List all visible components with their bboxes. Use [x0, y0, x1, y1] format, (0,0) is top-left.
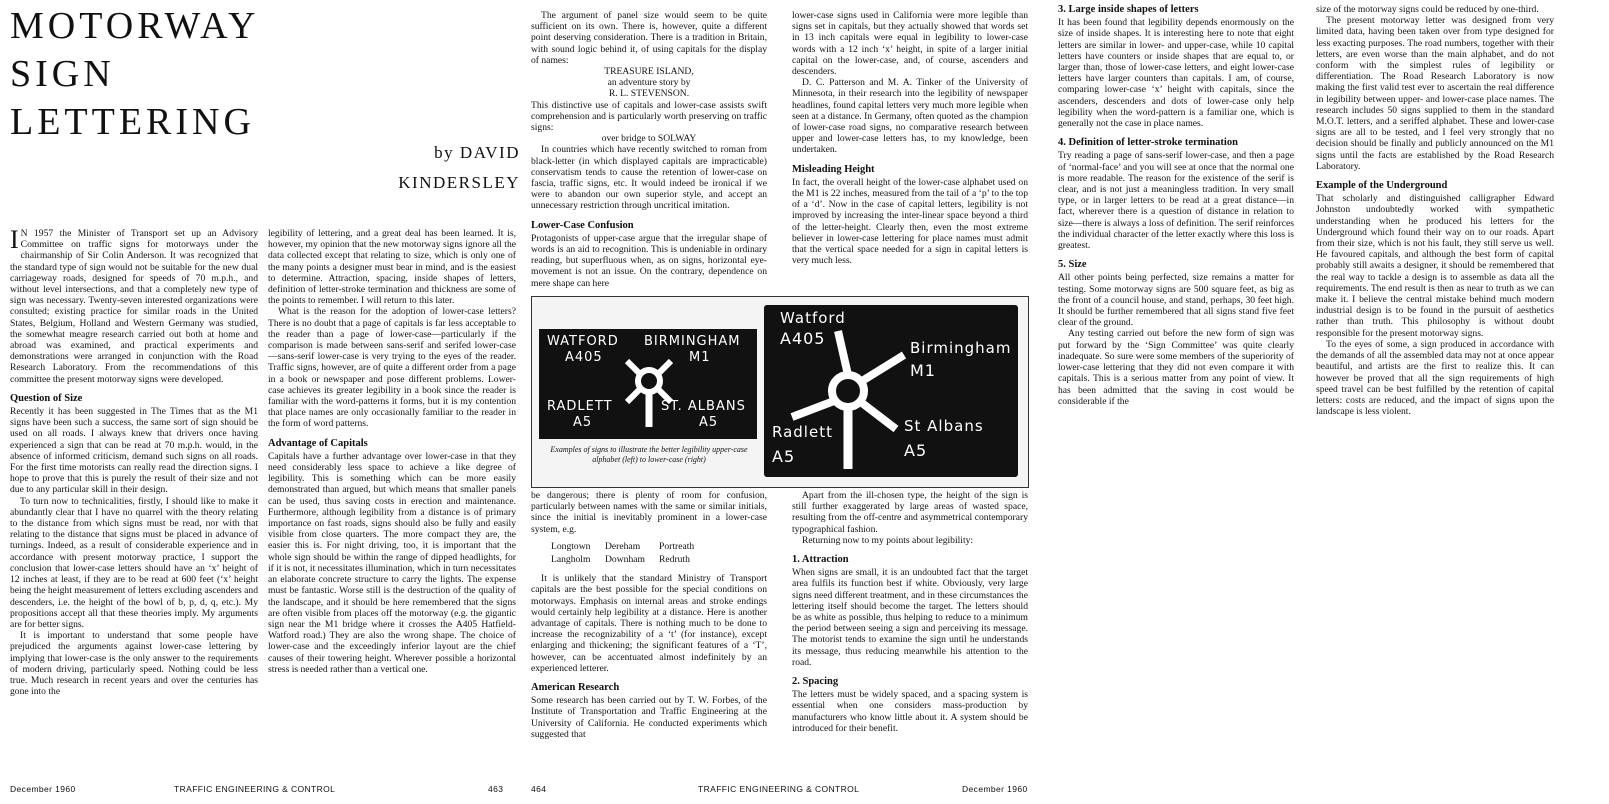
- article-title: [10, 2, 260, 146]
- sign-label: WATFORD: [547, 334, 619, 349]
- column-6: [1316, 4, 1554, 417]
- sign-label: A5: [573, 415, 593, 430]
- column-3-bottom: [531, 490, 767, 740]
- paragraph: It is unlikely that the standard Ministry of Transport capitals are the best possible for the special conditions on motorways. Emphasis on internal areas and stroke endings would certainly help legibility at a distance. Here is another advantage of capitals. There is nothing much to be done to increase the recognizability of a ‘t’ (for instance), except enlarging and thickening; the significant features of a ‘T’, however, can be accentuated almost indefinitely by an experienced letterer.: [531, 573, 767, 674]
- heading-inside-shapes: 3. Large inside shapes of letters: [1058, 4, 1199, 15]
- figure-caption: Examples of signs to illustrate the better legibility upper-case alphabet (left) to lower-case (right): [550, 445, 748, 464]
- sign-label: A5: [772, 447, 796, 466]
- paragraph: To the eyes of some, a sign produced in accordance with the demands of all the assembled data may not at once appear beautiful, and artists are the first to realize this. It can however be proved that all the sign requirements of high speed travel can be best fulfilled by the retention of capital letters: costs are reduced, and the impact of signs upon the landscape is less violent.: [1316, 338, 1554, 418]
- heading-stroke-termination: 4. Definition of letter-stroke termination: [1058, 137, 1238, 149]
- heading-advantage-of-capitals: Advantage of Capitals: [268, 437, 368, 449]
- column-4-bottom: [792, 490, 1028, 734]
- paragraph: The argument of panel size would seem to be quite sufficient on its own. There is, however, quite a different point deserving consideration. There is a tradition in Britain, with sound logic behind it, of using capitals for the display of names:: [531, 10, 767, 66]
- lower-case-sign: [764, 305, 1018, 477]
- paragraph: It is important to understand that some people have prejudiced the arguments against lower-case lettering by implying that lower-case is the only answer to the requirements of modern driving, particularly speed. Nothing could be less true. Much research in recent years and over the centuries has gone into the: [10, 630, 258, 698]
- sign-label: Birmingham: [910, 339, 1012, 357]
- paragraph: Some research has been carried out by T. W. Forbes, of the Institute of Transportation and Traffic Engineering at the University of California. He conducted experiments which suggested that: [531, 695, 767, 740]
- sign-label: Radlett: [772, 423, 833, 441]
- column-1: [10, 225, 258, 698]
- paragraph: What is the reason for the adoption of lower-case letters? There is no doubt that a page of capitals is far less acceptable to the reader than a page of lower-case—particularly if the comparison is made between sans-serif and serifed lower-case—sans-serif lower-case is very trying to the eyes of the reader. Traffic signs, however, are of quite a different order from a page in a book or newspaper and pose different problems. Lower-case achieves its greater legibility in a book since the reader is familiar with the word-patterns it forms, but it is my contention that place names are only occasionally familiar to the reader in the form of word patterns.: [268, 306, 516, 430]
- town-name: Portreath: [659, 540, 695, 552]
- paragraph: In countries which have recently switched to roman from black-letter (in which displayed capitals are impracticable) conservatism tends to cause the retention of lower-case on fascia, traffic signs, etc. It would indeed be ironical if we were to abandon our own superior style, and accept an unnecessary restriction through uncritical imitation.: [531, 144, 767, 212]
- paragraph: lower-case signs used in California were more legible than signs set in capitals, but they actually showed that words set in 13 inch capitals were equal in legibility to lower-case words with a 12 inch ‘x’ height, in spite of a larger initial capital on the lower-case, and, of course, ascenders and descenders.: [792, 10, 1028, 78]
- title-line-2: SIGN: [10, 53, 115, 95]
- paragraph: Capitals have a further advantage over lower-case in that they need considerably less space to achieve a like degree of legibility. This is something which can be more easily demonstrated than argued, but which means that smaller panels can be used, thus saving costs in erection and maintenance. Furthermore, although legibility from a distance is of primary importance on fast roads, signs should also be fully and easily visible from close quarters. The more compact they are, the easier this is. For night driving, too, it is important that the whole sign should be within the range of dipped headlights, for if it is not, it necessitates illumination, which in turn necessitates an elaborate concrete structure to carry the lights. The expense must be fantastic. Worse still is the destruction of the quality of the landscape, and it should be here remembered that the signs are often visible from places off the motorway (e.g. the gigantic sign near the M1 bridge where it crosses the A405 Hatfield-Watford road.) They are also the wrong shape. The choice of lower-case and the exceedingly inferior layout are the chief causes of their towering height. Wherever possible a horizontal stress is needed rather than a vertical one.: [268, 450, 516, 675]
- sign-label: A5: [699, 415, 719, 430]
- paragraph: When signs are small, it is an undoubted fact that the target area fulfils its function best if white. Obviously, very large signs need different treatment, and in these circumstances the lettering itself should become the target. The letters should be as white as possible, thus helping to reduce to a minimum the period between seeing a sign and perceiving its message. The motorist tends to examine the sign until he understands its message, thus reducing meanwhile his attention to the road.: [792, 567, 1028, 668]
- sign-label: A405: [780, 329, 826, 348]
- paragraph: Apart from the ill-chosen type, the height of the sign is still further exaggerated by large areas of wasted space, resulting from the off-centre and asymmetrical contemporary typographical fashion.: [792, 490, 1028, 535]
- sign-label: M1: [689, 350, 711, 365]
- paragraph: be dangerous; there is plenty of room for confusion, particularly between names with the same or similar initials, since the initial is inevitably prominent in a lower-case system, e.g.: [531, 490, 767, 535]
- town-name: Downham: [605, 554, 645, 566]
- town-name-examples: [551, 541, 767, 565]
- heading-attraction: 1. Attraction: [792, 554, 849, 566]
- paragraph: To turn now to technicalities, firstly, I should like to make it abundantly clear that I have no quarrel with the theory relating to the distance from which signs must be read, nor with that relating to the distance that signs must be placed in advance of turnings. Indeed, as a result of considerable experience and in accordance with present motorway practice, I support the conclusion that lower-case letters should have an ‘x’ height of 12 inches at least, if they are to be read at 600 feet (‘x’ height being the height measurement of letters excluding ascenders and descenders, i.e. the height of the bowl of b, p, d, q, etc.). My propositions accept all that these theories imply. My arguments are for better signs.: [10, 495, 258, 630]
- town-name: Redruth: [659, 554, 690, 566]
- heading-size: 5. Size: [1058, 259, 1087, 271]
- sign-label: A405: [565, 350, 603, 365]
- footer-date-right: December 1960: [962, 784, 1028, 794]
- drop-cap: I: [10, 225, 19, 254]
- heading-lower-case-confusion: Lower-Case Confusion: [531, 219, 634, 231]
- heading-question-of-size: Question of Size: [10, 392, 83, 404]
- footer-date-left: December 1960: [10, 784, 76, 794]
- sign-label: A5: [904, 441, 928, 460]
- example-line: an adventure story by: [607, 77, 691, 89]
- heading-misleading-height: Misleading Height: [792, 163, 875, 175]
- town-name: Langholm: [551, 554, 591, 566]
- paragraph: In fact, the overall height of the lower-case alphabet used on the M1 is 22 inches, measured from the tail of a ‘p’ to the top of a ‘d’. Now in the case of capital letters, legibility is not improved by increasing the inter-linear space beyond a third of the letter-height. Clearly then, even the most extreme believer in lower-case lettering for place names must admit that the vertical space needed for a sign in capital letters is very much less.: [792, 176, 1028, 267]
- footer-journal-left: TRAFFIC ENGINEERING & CONTROL: [174, 784, 336, 794]
- example-line: over bridge to SOLWAY: [601, 133, 697, 145]
- page-number-left: 463: [488, 784, 504, 794]
- paragraph: It has been found that legibility depends enormously on the size of inside shapes. It is interesting here to note that eight letters are similar in lower- and upper-case, while 10 capital letters have counters or inside shapes that are equal to, or larger than, those of lower-case letters, and eight lower-case letters have larger counters than capitals. I am, of course, comparing lower-case ‘x’ height with capitals, since the ascenders, descenders and dots of lower-case only help legibility when the word-pattern is a familiar one, which is generally not the case in place names.: [1058, 17, 1294, 130]
- paragraph: The present motorway letter was designed from very limited data, having been taken over from type designed for less exacting purposes. The road numbers, together with their letters, are even worse than the main alphabet, and do not conform with the simplest rules of legibility or differentiation. The Road Research Laboratory is now making the first valid test ever to ascertain the real difference in legibility between upper- and lower-case place names. The research includes 50 signs supplied to them in the standard M.O.T. letters, and a seriffed alphabet. These and lower-case signs are all to be tested, and I feel very strongly that no decision should be finally and publicly announced on the M1 signs until the facts are established by the Road Research Laboratory.: [1316, 15, 1554, 172]
- paragraph: Protagonists of upper-case argue that the irregular shape of words is an aid to recognition. This is undeniable in ordinary reading, but superfluous when, as on signs, horizontal eye-movement is not an issue. On the contrary, dependence on mere shape can here: [531, 232, 767, 289]
- town-name: Dereham: [605, 540, 641, 552]
- paragraph: Recently it has been suggested in The Times that as the M1 signs have been such a success, the same sort of sign should be used on all roads. I always knew that drivers once having experienced a sign that can be read at 70 m.p.h. would, in the absence of informed criticism, demand such signs on all roads. For the first time motorists can really read the direction signs. I hope to prove that this is purely the result of their size and not due to any particular skill in their design.: [10, 406, 258, 496]
- column-2: [268, 228, 516, 675]
- upper-case-sign: [539, 329, 757, 439]
- title-line-1: MOTORWAY: [10, 5, 260, 47]
- paragraph: size of the motorway signs could be reduced by one-third.: [1316, 4, 1539, 15]
- byline-author: KINDERSLEY: [398, 173, 520, 192]
- sign-label: M1: [910, 361, 936, 380]
- heading-underground: Example of the Underground: [1316, 180, 1448, 192]
- sign-comparison-figure: [531, 296, 1029, 488]
- sign-label: RADLETT: [547, 399, 613, 414]
- heading-spacing: 2. Spacing: [792, 676, 839, 688]
- byline-by: by DAVID: [434, 143, 520, 162]
- example-line: R. L. STEVENSON.: [608, 88, 690, 100]
- intro-paragraph: I N 1957 the Minister of Transport set up an Advisory Committee on traffic signs for motorways under the chairmanship of Sir Colin Anderson. It was recognized that the standard type of sign would not be suitable for the new dual carriageway roads, designed for speeds of 70 m.p.h., and without level intersections, and that a completely new type of sign was necessary. Twenty-seven interested organizations were consulted; existing practice for similar roads in the United States, Belgium, Holland and Western Germany was studied, the somewhat meagre research carried out both at home and abroad was examined, and practical experiments and demonstrations were arranged in conjunction with the Road Research Laboratory. From the recommendations of this committee the present motorway signs were developed.: [10, 225, 258, 385]
- paragraph: The letters must be widely spaced, and a spacing system is essential when one considers mass-production by manufacturers who know little about it. A system should be introduced for their benefit.: [792, 689, 1028, 734]
- town-name: Longtown: [551, 540, 591, 552]
- sign-label: BIRMINGHAM: [644, 334, 741, 349]
- footer-journal-right: TRAFFIC ENGINEERING & CONTROL: [698, 784, 860, 794]
- paragraph: Returning now to my points about legibility:: [802, 534, 974, 546]
- paragraph: That scholarly and distinguished calligrapher Edward Johnston undoubtedly worked with sympathetic understanding when he produced his letters for the Underground which found their way on to our roads. Apart from their size, which is not his fault, they still serve us well. He favoured capitals, and although the best form of capital probably still awaits a designer, it should be remembered that the real way to tackle a design is to assemble as data all the requirements. The end result is then as near to truth as we can make it. I believe the central mistake behind much modern industrial design is to be found in the pursuit of aesthetics rather than truth. This philosophy is without doubt responsible for the present motorway signs.: [1316, 193, 1554, 339]
- paragraph: legibility of lettering, and a great deal has been learned. It is, however, my opinion that the new motorway signs ignore all the data collected except that relating to size, which is only one of the many points a designer must bear in mind, and is the easiest to determine. Attraction, spacing, inside shapes of letters, definition of letter-stroke termination and thickness are some of the points to remember. I will return to this later.: [268, 228, 516, 307]
- paragraph: This distinctive use of capitals and lower-case assists swift comprehension and is particularly worth preserving on traffic signs:: [531, 99, 767, 134]
- title-line-3: LETTERING: [10, 101, 255, 143]
- paragraph: Any testing carried out before the new form of sign was put forward by the ‘Sign Committee’ was quite clearly inadequate. So sure were some members of the superiority of lower-case lettering that they did not even compare it with capitals. This is a serious matter from any point of view. It has been admitted that the saving in cost would be considerable if the: [1058, 328, 1294, 407]
- byline: [370, 138, 520, 198]
- sign-label: St Albans: [904, 417, 984, 435]
- page-number-right: 464: [531, 784, 547, 794]
- sign-label: Watford: [780, 309, 846, 327]
- column-5: [1058, 4, 1294, 407]
- paragraph: All other points being perfected, size remains a matter for testing. Some motorway signs are 500 square feet, as big as the front of a council house, and stand, perhaps, 30 feet high. It should be further remembered that all signs stand five feet clear of the ground.: [1058, 272, 1294, 329]
- sign-label: ST. ALBANS: [661, 399, 746, 414]
- paragraph: D. C. Patterson and M. A. Tinker of the University of Minnesota, in their research into the legibility of newspaper headlines, found capital letters very much more legible when seen at a distance. In Germany, often quoted as the champion of lower-case road signs, no comparative research between upper and lower-case letters has, to my knowledge, been undertaken.: [792, 77, 1028, 156]
- column-4-top: [792, 10, 1028, 266]
- column-3-top: [531, 10, 767, 289]
- example-line: TREASURE ISLAND,: [604, 66, 694, 78]
- paragraph: Try reading a page of sans-serif lower-case, and then a page of ‘normal-face’ and you will see at once that the normal one is more readable. The reason for the existence of the serif is clear, and is not just a meaningless tradition. In very small type, or in larger letters to be read at a great distance—in fact, wherever there is a question of distance in relation to size—there is always a loss of definition. The serif reinforces the individual character of the letter exactly where this loss is greatest.: [1058, 150, 1294, 252]
- heading-american-research: American Research: [531, 682, 620, 694]
